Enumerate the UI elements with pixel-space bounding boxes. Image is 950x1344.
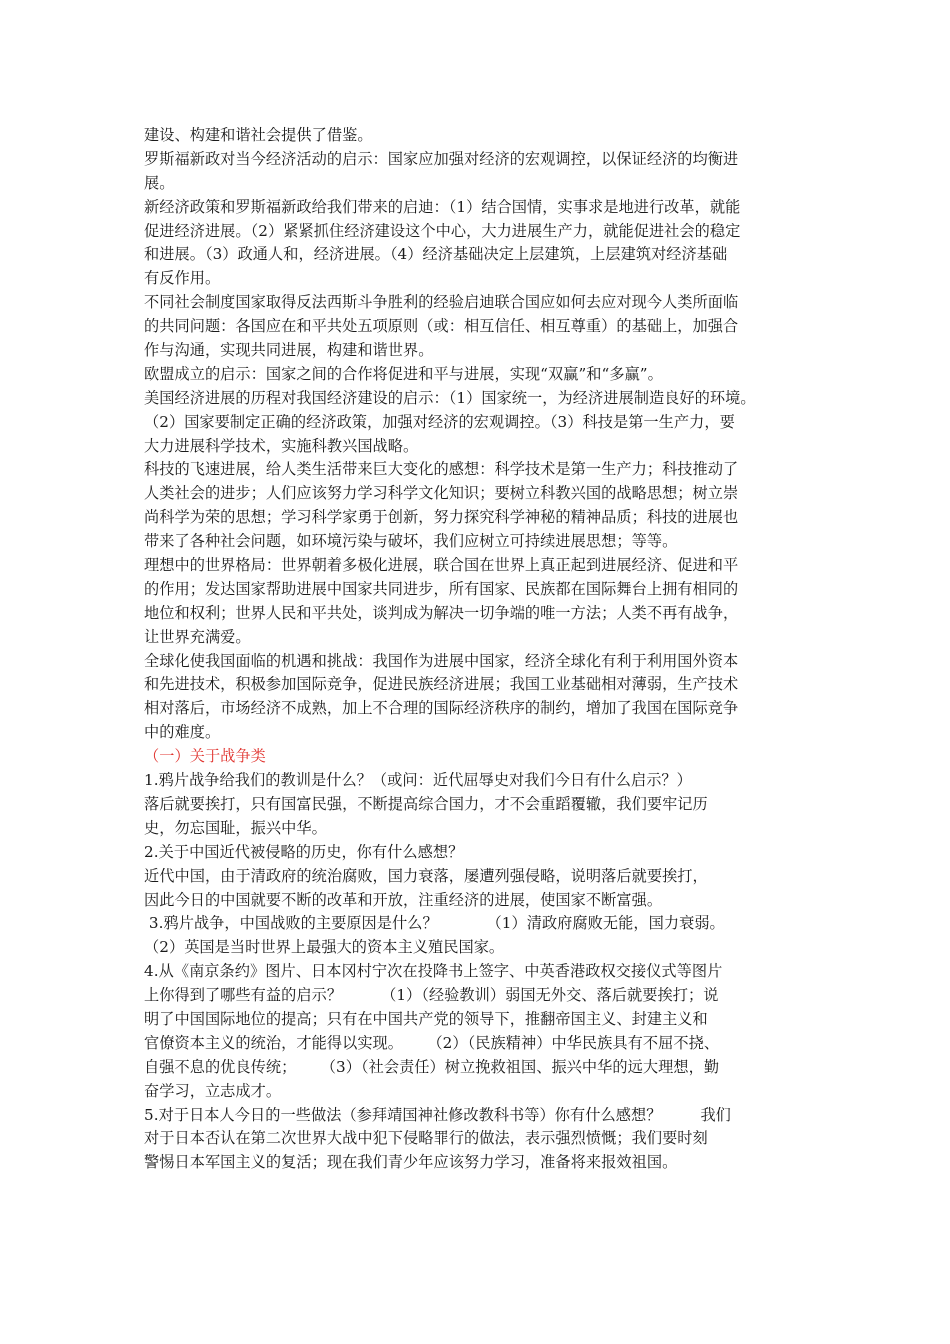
text-line: 和先进技术，积极参加国际竞争，促进民族经济进展；我国工业基础相对薄弱，生产技术 bbox=[144, 675, 739, 694]
text-line: 2.关于中国近代被侵略的历史，你有什么感想？ bbox=[144, 842, 464, 861]
text-line: 美国经济进展的历程对我国经济建设的启示：（1）国家统一，为经济进展制造良好的环境。 bbox=[144, 388, 756, 407]
text-line: 自强不息的优良传统； （3）（社会责任）树立挽救祖国、振兴中华的远大理想，勤 bbox=[144, 1057, 720, 1076]
text-line: 和进展。（3）政通人和，经济进展。（4）经济基础决定上层建筑，上层建筑对经济基础 bbox=[144, 245, 728, 264]
text-line: 促进经济进展。（2）紧紧抓住经济建设这个中心，大力进展生产力，就能促进社会的稳定 bbox=[144, 221, 741, 240]
text-line: 大力进展科学技术，实施科教兴国战略。 bbox=[144, 436, 419, 455]
text-line: 有反作用。 bbox=[144, 269, 221, 288]
text-line: 对于日本否认在第二次世界大战中犯下侵略罪行的做法，表示强烈愤慨；我们要时刻 bbox=[144, 1129, 708, 1148]
text-line: 理想中的世界格局：世界朝着多极化进展，联合国在世界上真正起到进展经济、促进和平 bbox=[144, 556, 739, 575]
text-line: 尚科学为荣的思想；学习科学家勇于创新，努力探究科学神秘的精神品质；科技的进展也 bbox=[144, 508, 739, 527]
text-line: 1.鸦片战争给我们的教训是什么？（或问：近代屈辱史对我们今日有什么启示？） bbox=[144, 771, 692, 790]
text-line: 地位和权利；世界人民和平共处，谈判成为解决一切争端的唯一方法；人类不再有战争， bbox=[144, 603, 739, 622]
section-heading: （一）关于战争类 bbox=[144, 747, 266, 766]
text-line: （2）国家要制定正确的经济政策，加强对经济的宏观调控。（3）科技是第一生产力，要 bbox=[144, 412, 735, 431]
document-page bbox=[144, 124, 810, 1175]
text-line: 4.从《南京条约》图片、日本冈村宁次在投降书上签字、中英香港政权交接仪式等图片 bbox=[144, 962, 723, 981]
text-line: 上你得到了哪些有益的启示？ （1）（经验教训）弱国无外交、落后就要挨打；说 bbox=[144, 986, 719, 1005]
text-line: 3.鸦片战争，中国战败的主要原因是什么？ （1）清政府腐败无能，国力衰弱。 bbox=[144, 914, 725, 933]
text-line: 全球化使我国面临的机遇和挑战：我国作为进展中国家，经济全球化有利于利用国外资本 bbox=[144, 651, 739, 670]
text-line: 科技的飞速进展，给人类生活带来巨大变化的感想：科学技术是第一生产力；科技推动了 bbox=[144, 460, 739, 479]
text-line: 新经济政策和罗斯福新政给我们带来的启迪：（1）结合国情，实事求是地进行改革，就能 bbox=[144, 197, 741, 216]
text-line: 因此今日的中国就要不断的改革和开放，注重经济的进展，使国家不断富强。 bbox=[144, 890, 663, 909]
text-line: 建设、构建和谐社会提供了借鉴。 bbox=[144, 126, 373, 144]
text-line: 人类社会的进步；人们应该努力学习科学文化知识；要树立科教兴国的战略思想；树立崇 bbox=[144, 484, 739, 503]
text-line: 罗斯福新政对当今经济活动的启示：国家应加强对经济的宏观调控，以保证经济的均衡进 bbox=[144, 149, 739, 168]
text-line: 落后就要挨打，只有国富民强，不断提高综合国力，才不会重蹈覆辙，我们要牢记历 bbox=[144, 794, 708, 813]
text-line: 中的难度。 bbox=[144, 723, 221, 742]
text-line: 5.对于日本人今日的一些做法（参拜靖国神社修改教科书等）你有什么感想？ 我们 bbox=[144, 1105, 731, 1124]
text-line: 史，勿忘国耻，振兴中华。 bbox=[144, 818, 327, 837]
text-line: 不同社会制度国家取得反法西斯斗争胜利的经验启迪联合国应如何去应对现今人类所面临 bbox=[144, 293, 739, 312]
text-line: 相对落后，市场经济不成熟，加上不合理的国际经济秩序的制约，增加了我国在国际竞争 bbox=[144, 699, 739, 718]
text-line: 警惕日本军国主义的复活；现在我们青少年应该努力学习，准备将来报效祖国。 bbox=[144, 1153, 678, 1172]
text-line: 的作用；发达国家帮助进展中国家共同进步，所有国家、民族都在国际舞台上拥有相同的 bbox=[144, 579, 739, 598]
text-line: 的共同问题：各国应在和平共处五项原则（或：相互信任、相互尊重）的基础上，加强合 bbox=[144, 317, 739, 336]
text-line: 作与沟通，实现共同进展，构建和谐世界。 bbox=[144, 341, 434, 360]
text-line: 欧盟成立的启示：国家之间的合作将促进和平与进展，实现“双赢”和“多赢”。 bbox=[144, 364, 663, 383]
text-line: 带来了各种社会问题，如环境污染与破坏，我们应树立可持续进展思想；等等。 bbox=[144, 532, 678, 551]
text-line: 让世界充满爱。 bbox=[144, 627, 251, 646]
text-line: （2）英国是当时世界上最强大的资本主义殖民国家。 bbox=[144, 938, 505, 957]
text-line: 奋学习，立志成才。 bbox=[144, 1081, 282, 1100]
text-line: 近代中国，由于清政府的统治腐败，国力衰落，屡遭列强侵略，说明落后就要挨打， bbox=[144, 866, 708, 885]
text-line: 官僚资本主义的统治，才能得以实现。 （2）（民族精神）中华民族具有不屈不挠、 bbox=[144, 1033, 720, 1052]
text-line: 明了中国国际地位的提高；只有在中国共产党的领导下，推翻帝国主义、封建主义和 bbox=[144, 1009, 708, 1028]
text-line: 展。 bbox=[144, 173, 175, 192]
